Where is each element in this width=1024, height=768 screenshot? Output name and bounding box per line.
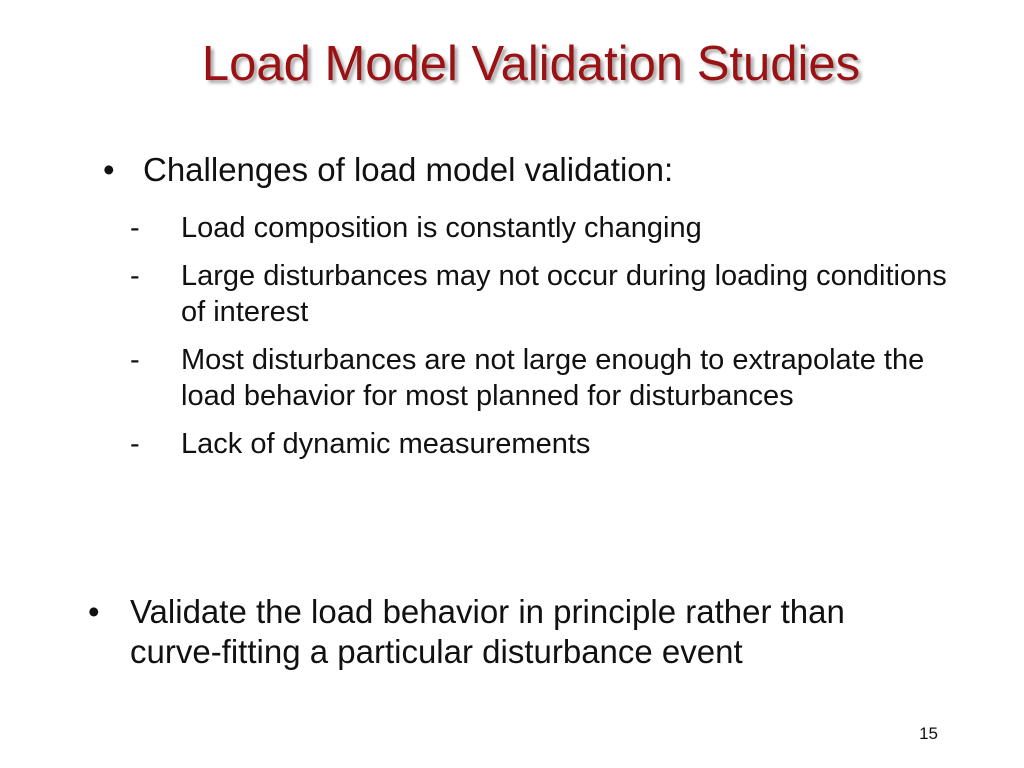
bullet-text: Challenges of load model validation: bbox=[143, 151, 674, 188]
sub-bullet-marker: - bbox=[130, 428, 140, 460]
page-number: 15 bbox=[919, 724, 938, 743]
slide-title: Load Model Validation Studies bbox=[201, 37, 861, 91]
sub-bullet-marker: - bbox=[130, 260, 140, 292]
sub-bullet-item bbox=[130, 426, 960, 462]
bullet-marker: • bbox=[103, 151, 115, 188]
sub-bullet-text: Lack of dynamic measurements bbox=[181, 428, 591, 460]
sub-bullet-item bbox=[130, 258, 960, 330]
sub-bullet-marker: - bbox=[130, 212, 140, 244]
bullet-marker: • bbox=[88, 593, 100, 630]
sub-bullet-text: Load composition is constantly changing bbox=[181, 212, 702, 244]
sub-bullet-text: Most disturbances are not large enough to extrapolate the load behavior for most planned for disturbances bbox=[181, 344, 925, 412]
sub-bullet-text: Large disturbances may not occur during loading conditions of interest bbox=[181, 260, 947, 328]
sub-bullet-item bbox=[130, 210, 960, 246]
sub-bullet-list bbox=[130, 210, 960, 474]
bullet-text: Validate the load behavior in principle rather than curve-fitting a particular disturbance event bbox=[130, 593, 845, 670]
sub-bullet-item bbox=[130, 342, 960, 414]
sub-bullet-marker: - bbox=[130, 344, 140, 376]
